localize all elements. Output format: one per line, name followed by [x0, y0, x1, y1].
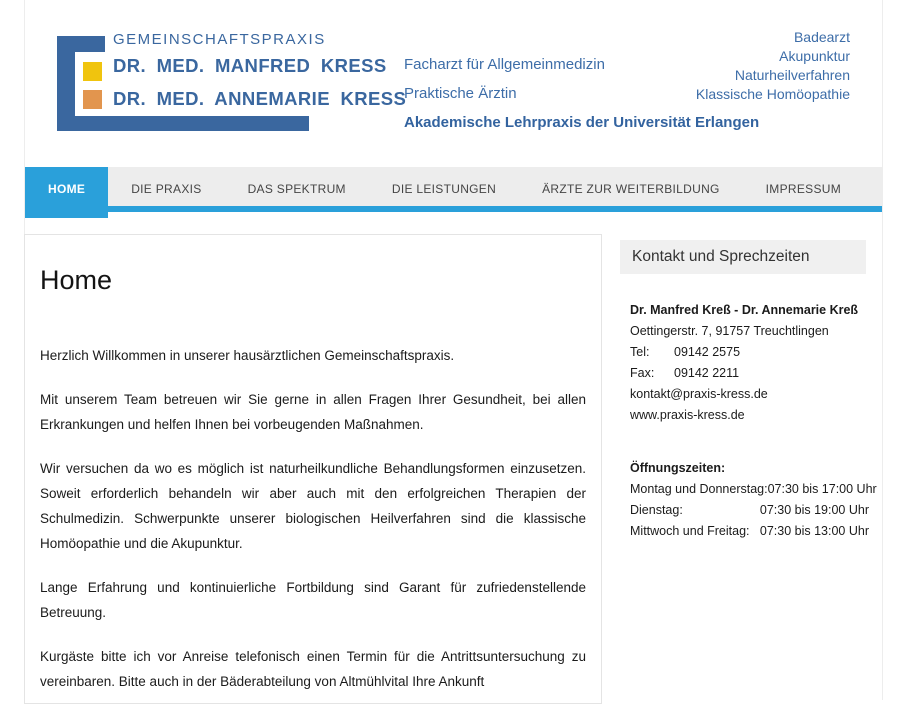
nav-item-aerzte-zur-weiterbildung[interactable]: ÄRZTE ZUR WEITERBILDUNG: [542, 182, 720, 196]
logo-yellow-square-icon: [83, 62, 102, 81]
hours-day: Mittwoch und Freitag:: [630, 524, 750, 538]
specialties-block: [696, 28, 850, 104]
contact-website: www.praxis-kress.de: [630, 408, 745, 422]
hours-row: [630, 500, 869, 521]
sidebar-body: [620, 300, 877, 542]
nav-item-impressum[interactable]: IMPRESSUM: [765, 182, 842, 196]
tel-number: 09142 2575: [674, 345, 741, 359]
contact-address: Oettingerstr. 7, 91757 Treuchtlingen: [630, 324, 829, 338]
page-title: Home: [40, 265, 113, 295]
nav-item-home[interactable]: HOME: [25, 167, 108, 218]
contact-names: Dr. Manfred Kreß - Dr. Annemarie Kreß: [630, 303, 859, 317]
main-navigation: [25, 167, 882, 212]
nav-item-die-praxis[interactable]: DIE PRAXIS: [131, 182, 202, 196]
fax-label: Fax:: [630, 366, 655, 380]
site-header: [25, 0, 882, 167]
hours-time: 07:30 bis 17:00 Uhr: [767, 482, 877, 496]
practice-label: GEMEINSCHAFTSPRAXIS: [113, 31, 326, 48]
credential-1: Facharzt für Allgemeinmedizin: [404, 56, 605, 73]
opening-hours-title: Öffnungszeiten:: [630, 461, 726, 475]
fax-number: 09142 2211: [674, 366, 740, 380]
paragraph: Kurgäste bitte ich vor Anreise telefonisch einen Termin für die Antrittsuntersuchung zu vereinbaren. Bitte auch in der Bäderabteilung von Altmühlvital Ihre Ankunft: [40, 649, 586, 689]
credential-2: Praktische Ärztin: [404, 85, 517, 102]
hours-day: Dienstag:: [630, 503, 683, 517]
doctor-name-1: DR. MED. MANFRED KRESS: [113, 55, 387, 76]
specialty-item: Akupunktur: [779, 48, 850, 64]
nav-item-das-spektrum[interactable]: DAS SPEKTRUM: [247, 182, 346, 196]
hours-row: [630, 521, 869, 542]
nav-item-die-leistungen[interactable]: DIE LEISTUNGEN: [391, 182, 497, 196]
contact-email: kontakt@praxis-kress.de: [630, 387, 768, 401]
hours-day: Montag und Donnerstag:: [630, 482, 768, 496]
paragraph: Lange Erfahrung und kontinuierliche Fortbildung sind Garant für zufriedenstellende Betreuung.: [40, 580, 586, 620]
paragraph: Herzlich Willkommen in unserer hausärztlichen Gemeinschaftspraxis.: [40, 348, 455, 363]
specialty-item: Klassische Homöopathie: [695, 86, 850, 102]
paragraph: Mit unserem Team betreuen wir Sie gerne in allen Fragen Ihrer Gesundheit, bei allen Erkrankungen und helfen Ihnen bei vorbeugenden Maßnahmen.: [40, 392, 586, 432]
sidebar-title: Kontakt und Sprechzeiten: [620, 240, 866, 274]
paragraph: Wir versuchen da wo es möglich ist naturheilkundliche Behandlungsformen einzusetzen. Soweit erforderlich behandeln wir aber auch mit den erfolgreichen Therapien der Schulmedizin. Schwerpunkte unserer biologischen Heilverfahren sind die klassische Homöopathie und die Akupunktur.: [40, 461, 586, 551]
credential-3: Akademische Lehrpraxis der Universität Erlangen: [404, 114, 760, 131]
content-area: [25, 212, 882, 694]
logo-text: [113, 31, 406, 121]
hours-time: 07:30 bis 19:00 Uhr: [759, 503, 869, 517]
hours-row: [630, 479, 877, 500]
contact-fax: [630, 363, 869, 384]
opening-hours-block: [630, 458, 877, 542]
page-container: [24, 0, 883, 700]
logo-orange-square-icon: [83, 90, 102, 109]
contact-block: [630, 300, 869, 426]
tel-label: Tel:: [630, 345, 650, 359]
contact-sidebar: [620, 212, 884, 542]
logo-bracket-top: [57, 36, 105, 52]
welcome-text: [40, 343, 586, 694]
main-content-box: [24, 234, 602, 704]
specialty-item: Naturheilverfahren: [734, 67, 850, 83]
doctor-name-2: DR. MED. ANNEMARIE KRESS: [113, 88, 407, 109]
hours-time: 07:30 bis 13:00 Uhr: [759, 524, 869, 538]
contact-tel: [630, 342, 869, 363]
specialty-item: Badearzt: [793, 29, 850, 45]
